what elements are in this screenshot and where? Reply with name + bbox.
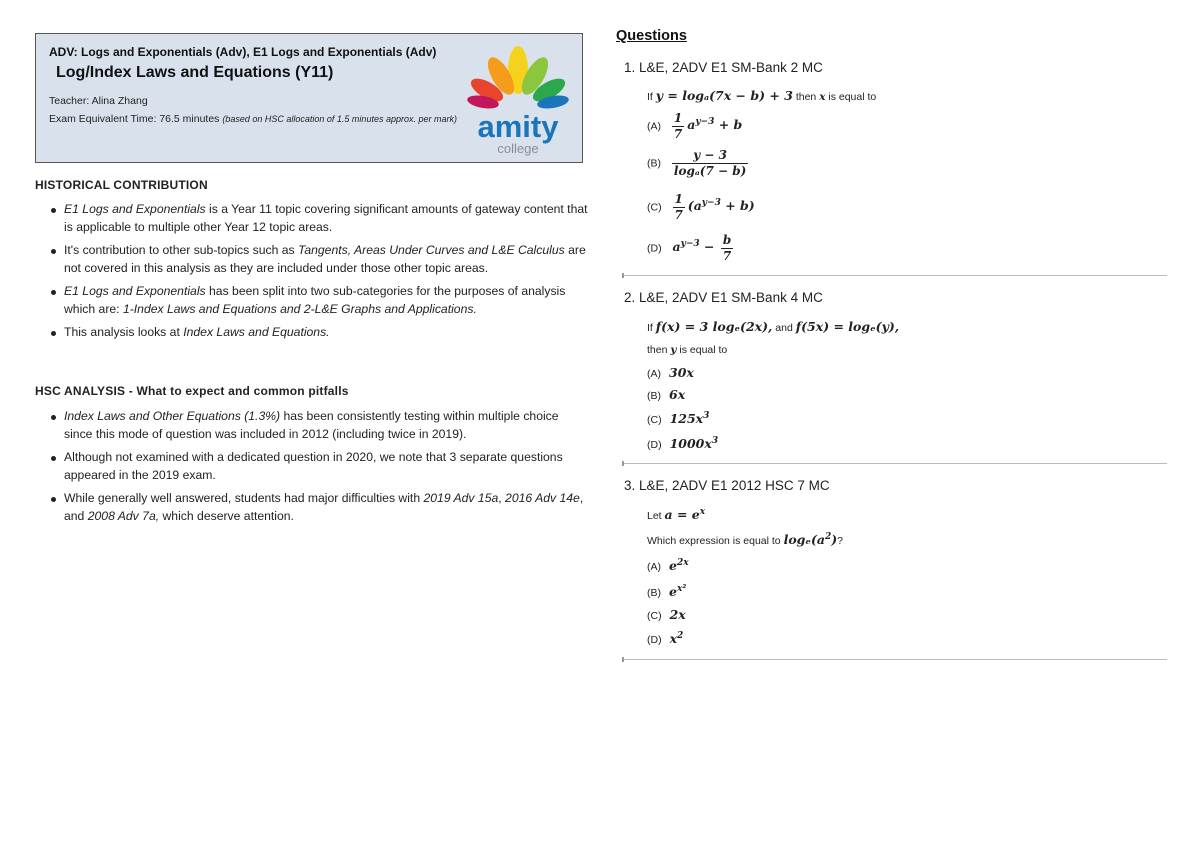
question-3-title: 3. L&E, 2ADV E1 2012 HSC 7 MC bbox=[624, 478, 830, 493]
historical-heading: HISTORICAL CONTRIBUTION bbox=[35, 178, 208, 192]
list-item: E1 Logs and Exponentials has been split into two sub-categories for the purposes of analysis which are: 1-Index Laws and Equations and 2-L&E Graphs and Applications. bbox=[48, 283, 588, 318]
exam-time-note: (based on HSC allocation of 1.5 minutes approx. per mark) bbox=[222, 114, 457, 124]
divider bbox=[622, 463, 1167, 464]
list-item: This analysis looks at Index Laws and Equations. bbox=[48, 324, 588, 342]
list-item: It's contribution to other sub-topics such as Tangents, Areas Under Curves and L&E Calculus are not covered in this analysis as they are included under those other topic areas. bbox=[48, 242, 588, 277]
question-2-title: 2. L&E, 2ADV E1 SM-Bank 4 MC bbox=[624, 290, 823, 305]
question-3-option-a: (A) $e^{2x}$ bbox=[647, 558, 689, 574]
question-2-option-b: (B) 6x bbox=[647, 387, 686, 402]
question-3-option-d: (D) $x^2$ bbox=[647, 631, 684, 647]
divider bbox=[622, 659, 1167, 660]
list-item: Index Laws and Other Equations (1.3%) has been consistently testing within multiple choice since this mode of question was included in 2012 (including twice in 2019). bbox=[48, 408, 588, 443]
question-2-stem-2: then y is equal to bbox=[647, 344, 728, 356]
exam-time-value: 76.5 minutes bbox=[159, 113, 220, 125]
questions-heading: Questions bbox=[616, 28, 687, 44]
question-1-option-b: (B) $\frac{y - 3}{\text{logₐ(7 − b)}}$ bbox=[647, 148, 747, 178]
question-2-stem: If f(x) = 3 logₑ(2x), and f(5x) = logₑ(y), bbox=[647, 319, 900, 334]
flower-icon bbox=[466, 46, 570, 111]
teacher-label: Teacher: bbox=[49, 95, 90, 107]
list-item: E1 Logs and Exponentials is a Year 11 topic covering significant amounts of gateway content that is applicable to multiple other Year 12 topic areas. bbox=[48, 201, 588, 236]
logo-sub: college bbox=[497, 141, 539, 156]
question-1-title: 1. L&E, 2ADV E1 SM-Bank 2 MC bbox=[624, 60, 823, 75]
question-1-option-a: (A) $\frac{1}{7}$ $a^{y-3} + b$ bbox=[647, 111, 743, 141]
course-title: ADV: Logs and Exponentials (Adv), E1 Logs and Exponentials (Adv) bbox=[49, 45, 437, 59]
question-1-option-d: (D) $a^{y-3}$ − $\frac{b}{7}$ bbox=[647, 233, 732, 263]
page-title: Log/Index Laws and Equations (Y11) bbox=[56, 64, 334, 81]
question-2-option-d: (D) $1000x^3$ bbox=[647, 436, 719, 452]
analysis-heading: HSC ANALYSIS - What to expect and common pitfalls bbox=[35, 384, 349, 398]
question-1-stem: If y = logₐ(7x − b) + 3 then x is equal to bbox=[647, 88, 877, 103]
teacher-name: Alina Zhang bbox=[91, 95, 148, 107]
question-1-option-c: (C) $\frac{1}{7}$ $(a^{y-3} + b)$ bbox=[647, 192, 755, 222]
historical-list bbox=[48, 201, 588, 348]
divider bbox=[622, 275, 1167, 276]
question-3-stem: Let $a = e^x$ bbox=[647, 507, 706, 523]
amity-logo bbox=[461, 40, 576, 158]
question-3-option-c: (C) 2x bbox=[647, 607, 686, 622]
exam-time-line bbox=[49, 112, 459, 127]
teacher-line bbox=[49, 95, 148, 107]
question-3-option-b: (B) $e^{x^2}$ bbox=[647, 584, 687, 600]
analysis-list bbox=[48, 408, 588, 531]
list-item: While generally well answered, students had major difficulties with 2019 Adv 15a, 2016 Adv 14e, and 2008 Adv 7a, which deserve attention. bbox=[48, 490, 588, 525]
logo-word: amity bbox=[477, 109, 559, 144]
question-3-stem-2: Which expression is equal to $\log_e(a^2)$? bbox=[647, 532, 844, 548]
question-2-option-c: (C) $125x^3$ bbox=[647, 411, 710, 427]
question-2-option-a: (A) 30x bbox=[647, 365, 694, 380]
list-item: Although not examined with a dedicated question in 2020, we note that 3 separate questions appeared in the 2019 exam. bbox=[48, 449, 588, 484]
exam-time-label: Exam Equivalent Time: bbox=[49, 113, 157, 125]
header-box bbox=[35, 33, 583, 163]
